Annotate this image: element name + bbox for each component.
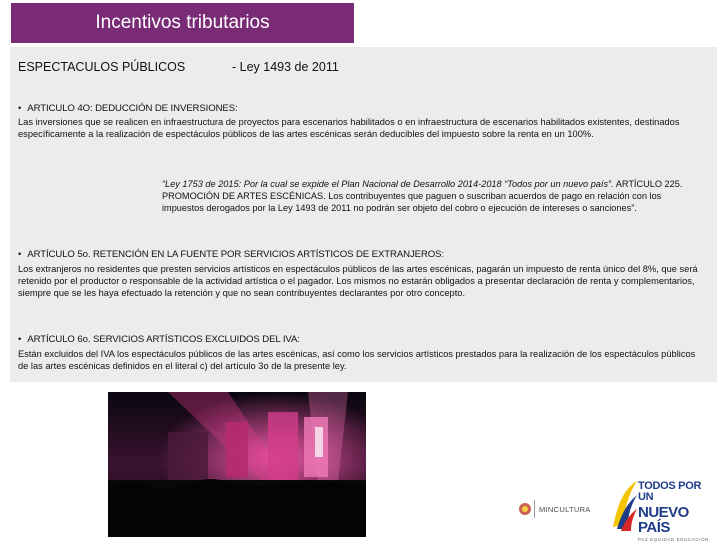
slogan-line-2: NUEVO PAÍS xyxy=(638,504,689,536)
article-6-heading xyxy=(18,334,300,345)
article-5-body: Los extranjeros no residentes que presten servicios artísticos en espectáculos públicos de las artes escénicas, pagarán un impuesto de renta único del 8%, que será retenido por el productor o responsable de la actividad artística o el pagador. Los mismos no estarán obligados a presentar declaración de renta y complementarios, siempre que se les haya efectuado la retención y que no sean contribuyentes declarantes por otro concepto. xyxy=(18,264,698,299)
law-quote-title: “Ley 1753 de 2015: Por la cual se expide el Plan Nacional de Desarrollo 2014-2018 “Todos por un nuevo país”. xyxy=(162,179,614,189)
bullet-icon: • xyxy=(18,249,22,260)
todos-por-un-nuevo-pais-logo xyxy=(607,477,717,542)
section-title: ESPECTACULOS PÚBLICOS xyxy=(18,60,186,74)
article-5-heading-text: ARTÍCULO 5o. RETENCIÓN EN LA FUENTE POR SERVICIOS ARTÍSTICOS DE EXTRANJEROS: xyxy=(27,249,445,260)
colombia-flag-swoosh-icon xyxy=(607,477,639,535)
slogan-line-1: TODOS POR UN xyxy=(638,480,702,503)
slide-title: Incentivos tributarios xyxy=(11,3,354,43)
article-6-body: Están excluidos del IVA los espectáculos públicos de las artes escénicas, así como los servicios artísticos prestados para la realización de los espectáculos públicos de las artes escénicas definidos en el literal c) del artículo 3o de la presente ley. xyxy=(18,349,696,372)
article-4-body: Las inversiones que se realicen en infraestructura de proyectos para escenarios habilitados o en infraestructura de escenarios habilitados existentes, destinados específicamente a la realización de espectáculos públicos de las artes escénicas serán deducibles del impuesto sobre la renta en un 100%. xyxy=(18,117,680,140)
bullet-icon: • xyxy=(18,334,22,345)
law-quote-text: ARTÍCULO 225. PROMOCIÓN DE ARTES ESCÉNICAS. Los contribuyentes que paguen o suscriban acuerdos de pago en relación con los impuestos derogados por la Ley 1493 de 2011 no podrán ser objeto del cobro o ejecución de intereses o sanciones”. xyxy=(162,179,683,214)
slogan-tagline: PAZ EQUIDAD EDUCACIÓN xyxy=(638,537,710,542)
logo-divider xyxy=(533,500,535,518)
concert-photo xyxy=(108,392,366,537)
bullet-icon: • xyxy=(18,103,22,114)
article-4-heading-text: ARTICULO 4O: DEDUCCIÓN DE INVERSIONES: xyxy=(27,103,238,114)
law-reference: - Ley 1493 de 2011 xyxy=(232,60,339,74)
article-6-heading-text: ARTÍCULO 6o. SERVICIOS ARTÍSTICOS EXCLUIDOS DEL IVA: xyxy=(27,334,300,345)
mincultura-logo xyxy=(517,500,591,518)
article-4-heading xyxy=(18,103,238,114)
article-5-heading xyxy=(18,249,444,260)
coat-of-arms-icon xyxy=(517,501,533,517)
mincultura-text: MINCULTURA xyxy=(539,504,591,514)
law-quote xyxy=(162,178,702,215)
